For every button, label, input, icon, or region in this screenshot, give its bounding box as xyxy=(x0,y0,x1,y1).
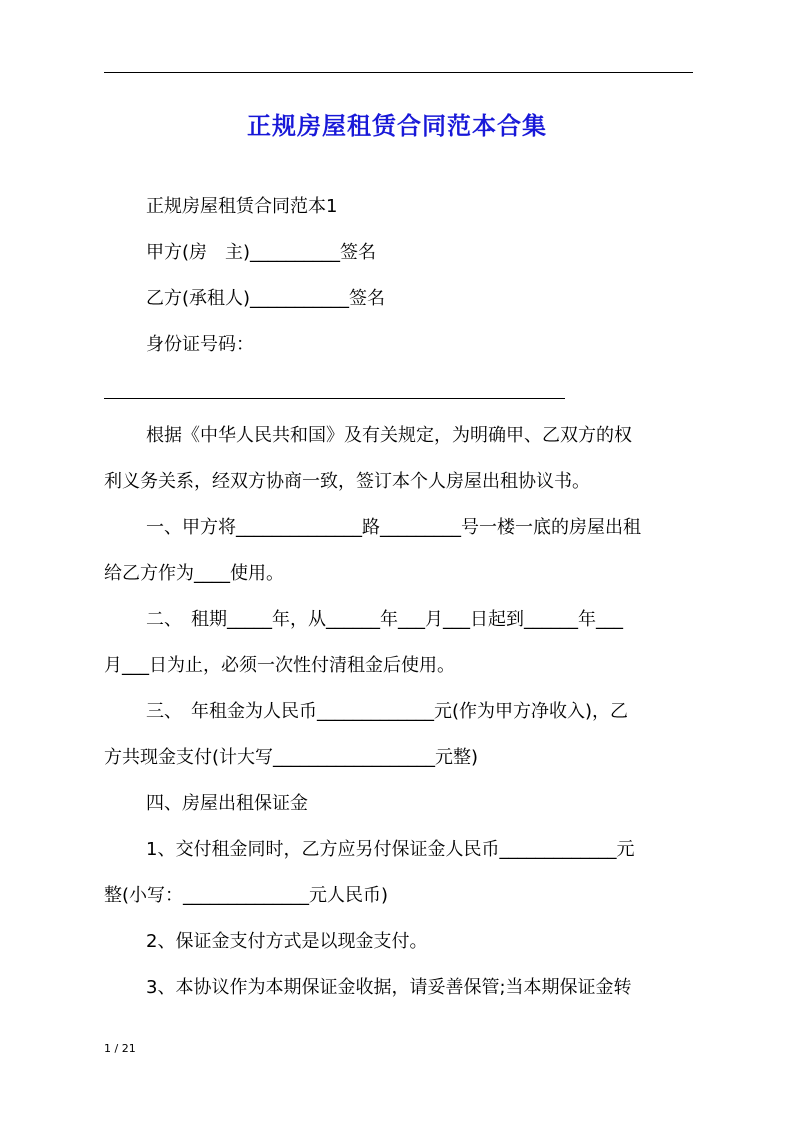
clause-4-heading: 四、房屋出租保证金 xyxy=(146,793,308,814)
deposit-item-1: 1、交付租金同时，乙方应另付保证金人民币_____________元 xyxy=(146,839,635,860)
paragraph-line: 根据《中华人民共和国》及有关规定，为明确甲、乙双方的权 xyxy=(146,425,632,446)
clause-1-line: 一、甲方将______________路_________号一楼一底的房屋出租 xyxy=(146,517,641,538)
deposit-item-3: 3、本协议作为本期保证金收据，请妥善保管;当本期保证金转 xyxy=(146,977,632,998)
header-rule xyxy=(104,72,693,73)
id-number-rule xyxy=(104,398,565,399)
party-b-line: 乙方(承租人)___________签名 xyxy=(146,288,386,309)
clause-1-line: 给乙方作为____使用。 xyxy=(104,563,284,584)
document-title: 正规房屋租赁合同范本合集 xyxy=(247,112,547,140)
clause-2-line: 月___日为止，必须一次性付清租金后使用。 xyxy=(104,655,455,676)
party-a-line: 甲方(房 主)__________签名 xyxy=(146,242,377,263)
id-number-line: 身份证号码： xyxy=(146,334,254,355)
clause-3-line: 三、 年租金为人民币_____________元(作为甲方净收入)，乙 xyxy=(146,701,629,722)
contract-subtitle: 正规房屋租赁合同范本1 xyxy=(146,196,338,217)
clause-3-line: 方共现金支付(计大写__________________元整) xyxy=(104,747,479,768)
paragraph-line: 利义务关系，经双方协商一致，签订本个人房屋出租协议书。 xyxy=(104,471,590,492)
deposit-item-2: 2、保证金支付方式是以现金支付。 xyxy=(146,931,428,952)
clause-2-line: 二、 租期_____年，从______年___月___日起到______年___ xyxy=(146,609,623,630)
deposit-item-1: 整(小写：______________元人民币) xyxy=(104,885,389,906)
page-number: 1 / 21 xyxy=(104,1042,136,1055)
